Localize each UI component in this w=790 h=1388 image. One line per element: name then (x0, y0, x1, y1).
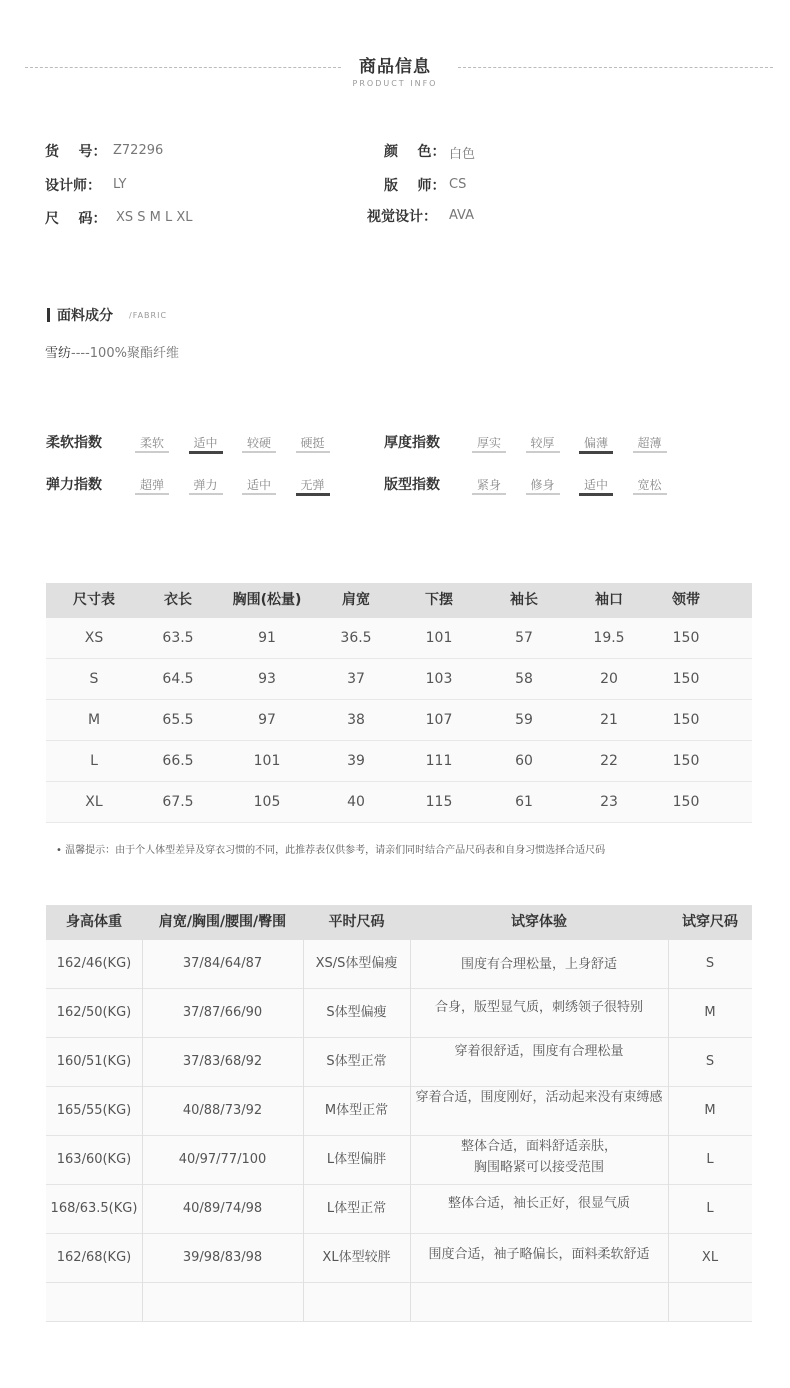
tryon-experience-line: 合身，版型显气质，刺绣领子很特别 (434, 1000, 643, 1015)
size-table-header-cell: 衣长 (164, 592, 192, 608)
thickness-option-underline (579, 451, 613, 454)
fabric-title-en: /FABRIC (129, 311, 168, 320)
size-table-cell: 57 (515, 630, 533, 646)
size-table-cell: 66.5 (162, 753, 194, 769)
size-table-cell: 101 (253, 753, 281, 769)
fabric-title-bar (47, 308, 50, 322)
fit-option-underline (579, 493, 613, 496)
size-table-row (46, 782, 752, 823)
pattern-maker-value: CS (449, 177, 467, 192)
tryon-table-row (46, 1185, 752, 1234)
tryon-table-cell: 40/88/73/92 (182, 1103, 263, 1118)
tryon-table-row (46, 1038, 752, 1087)
thickness-option[interactable]: 超薄 (637, 436, 662, 450)
thickness-option[interactable]: 厚实 (476, 436, 501, 450)
tryon-experience-line: 整体合适，袖长正好，很显气质 (447, 1196, 630, 1211)
size-table-cell: 22 (600, 753, 618, 769)
softness-index-label: 柔软指数 (46, 435, 102, 451)
tryon-experience-cell (410, 1193, 668, 1214)
size-table-cell: 101 (425, 630, 453, 646)
size-table-cell: 21 (600, 712, 618, 728)
tryon-experience-cell (410, 997, 668, 1018)
tryon-table-cell: 40/89/74/98 (182, 1201, 263, 1216)
designer-value: LY (113, 177, 127, 192)
tryon-experience-line: 胸围略紧可以接受范围 (473, 1160, 604, 1175)
tryon-experience-cell (410, 1244, 668, 1265)
tryon-table-header-cell: 试穿体验 (511, 914, 567, 930)
softness-option[interactable]: 硬挺 (300, 436, 325, 450)
elasticity-option[interactable]: 超弹 (139, 478, 164, 492)
size-table-cell: 111 (425, 753, 453, 769)
tryon-table-header-cell: 身高体重 (66, 914, 122, 930)
visual-design-label: 视觉设计： (367, 209, 437, 225)
size-table-cell: 107 (425, 712, 453, 728)
size-table-cell: L (90, 753, 98, 769)
tryon-table-header-cell: 平时尺码 (328, 914, 385, 930)
tryon-table-cell: 162/50(KG) (56, 1005, 132, 1020)
tryon-table-row (46, 1234, 752, 1283)
softness-option-underline (242, 451, 276, 453)
thickness-option-underline (633, 451, 667, 453)
tryon-column-divider (142, 940, 143, 1321)
size-table-cell: 64.5 (162, 671, 194, 687)
fit-option[interactable]: 适中 (583, 478, 608, 492)
tryon-table-header-cell: 肩宽/胸围/腰围/臀围 (158, 914, 287, 930)
size-table-cell: 23 (600, 794, 618, 810)
tryon-table-cell: S体型正常 (326, 1054, 387, 1069)
size-table-row (46, 700, 752, 741)
size-table-cell: 91 (258, 630, 276, 646)
tryon-table-cell: L (706, 1152, 714, 1167)
size-table-cell: 67.5 (162, 794, 194, 810)
tryon-table-cell: 37/87/66/90 (182, 1005, 263, 1020)
softness-option-underline (296, 451, 330, 453)
fit-index-label: 版型指数 (384, 477, 440, 493)
elasticity-option-underline (242, 493, 276, 495)
size-table-cell: 20 (600, 671, 618, 687)
tryon-table-cell: 160/51(KG) (56, 1054, 132, 1069)
fabric-title: 面料成分 (57, 308, 113, 324)
tryon-table-row (46, 1136, 752, 1185)
tryon-table-cell: S (705, 1054, 715, 1069)
tip-text: • 温馨提示：由于个人体型差异及穿衣习惯的不同，此推荐表仅供参考，请亲们同时结合产品尺码表和自身习惯选择合适尺码 (56, 845, 606, 856)
size-table-cell: 38 (347, 712, 365, 728)
size-table-cell: 60 (515, 753, 533, 769)
size-table-header-cell: 袖口 (595, 592, 623, 608)
tryon-experience-cell (410, 954, 668, 975)
tryon-table-cell: S (705, 956, 715, 971)
fit-option[interactable]: 紧身 (476, 478, 501, 492)
thickness-option-underline (526, 451, 560, 453)
tryon-table-cell: L体型正常 (326, 1201, 387, 1216)
tryon-experience-line: 穿着很舒适，围度有合理松量 (454, 1044, 624, 1059)
size-table-cell: 36.5 (340, 630, 372, 646)
tryon-table (46, 905, 752, 1322)
size-table-cell: 39 (347, 753, 365, 769)
tryon-table-row (46, 989, 752, 1038)
size-table (46, 583, 752, 823)
tryon-table-cell: L (706, 1201, 714, 1216)
page-subtitle: PRODUCT INFO (352, 79, 438, 88)
softness-option[interactable]: 较硬 (246, 436, 271, 450)
tryon-table-cell: M体型正常 (324, 1103, 389, 1118)
fit-option-underline (633, 493, 667, 495)
fit-option[interactable]: 修身 (530, 478, 555, 492)
item-no-value: Z72296 (113, 143, 164, 158)
tryon-table-cell: 37/84/64/87 (182, 956, 263, 971)
size-table-cell: 105 (253, 794, 281, 810)
size-table-cell: 150 (672, 712, 700, 728)
softness-option-underline (135, 451, 169, 453)
size-table-header-cell: 尺寸表 (73, 592, 115, 608)
tryon-experience-line: 整体合适，面料舒适亲肤， (460, 1139, 617, 1154)
fit-option-underline (526, 493, 560, 495)
softness-option[interactable]: 柔软 (139, 436, 164, 450)
tryon-table-cell: XL (701, 1250, 719, 1265)
size-table-cell: 115 (425, 794, 453, 810)
tryon-experience-line: 穿着合适，围度刚好，活动起来没有束缚感 (415, 1090, 663, 1105)
page-title: 商品信息 (359, 57, 431, 77)
size-table-cell: S (89, 671, 99, 687)
size-table-cell: 150 (672, 794, 700, 810)
fabric-composition (45, 342, 179, 361)
size-table-cell: 150 (672, 753, 700, 769)
size-table-header (46, 583, 752, 618)
tryon-column-divider (410, 940, 411, 1321)
tryon-table-cell: L体型偏胖 (326, 1152, 387, 1167)
size-table-header-cell: 肩宽 (342, 592, 370, 608)
elasticity-option[interactable]: 适中 (246, 478, 271, 492)
size-table-cell: 63.5 (162, 630, 194, 646)
elasticity-option-underline (135, 493, 169, 495)
tryon-table-empty-row (46, 1283, 752, 1322)
tryon-experience-line: 围度有合理松量，上身舒适 (460, 957, 617, 972)
size-table-header-cell: 下摆 (425, 592, 453, 608)
tryon-experience-cell (410, 1087, 668, 1108)
size-table-cell: XS (84, 630, 104, 646)
color-value: 白色 (449, 147, 476, 162)
size-table-cell: 37 (347, 671, 365, 687)
tryon-table-cell: XS/S体型偏瘦 (315, 956, 398, 971)
size-table-cell: XL (85, 794, 103, 810)
softness-option-underline (189, 451, 223, 454)
fabric-percent: ----100%聚酯纤维 (71, 346, 179, 361)
size-table-header-cell: 领带 (672, 592, 700, 608)
size-table-header-cell: 胸围(松量) (232, 592, 302, 608)
thickness-index-label: 厚度指数 (384, 435, 440, 451)
size-table-cell: 59 (515, 712, 533, 728)
size-table-cell: M (87, 712, 101, 728)
size-table-cell: 103 (425, 671, 453, 687)
thickness-option[interactable]: 较厚 (530, 436, 555, 450)
tryon-column-divider (668, 940, 669, 1321)
color-label: 颜 色： (384, 144, 446, 160)
tryon-table-cell: 163/60(KG) (56, 1152, 132, 1167)
tryon-table-cell: 162/68(KG) (56, 1250, 132, 1265)
tryon-table-row (46, 1087, 752, 1136)
tryon-experience-line: 围度合适，袖子略偏长，面料柔软舒适 (428, 1247, 650, 1262)
size-table-cell: 150 (672, 671, 700, 687)
size-table-row (46, 741, 752, 782)
tryon-table-cell: 168/63.5(KG) (50, 1201, 138, 1216)
tryon-table-cell: 40/97/77/100 (178, 1152, 267, 1167)
elasticity-option[interactable]: 弹力 (193, 478, 218, 492)
elasticity-index-label: 弹力指数 (46, 477, 102, 493)
thickness-option-underline (472, 451, 506, 453)
tryon-table-cell: 162/46(KG) (56, 956, 132, 971)
tryon-experience-cell (410, 1136, 668, 1178)
tryon-table-cell: 39/98/83/98 (182, 1250, 263, 1265)
size-table-cell: 65.5 (162, 712, 194, 728)
pattern-maker-label: 版 师： (384, 178, 446, 194)
tryon-experience-cell (410, 1041, 668, 1062)
fit-option-underline (472, 493, 506, 495)
elasticity-option[interactable]: 无弹 (300, 478, 325, 492)
size-table-row (46, 659, 752, 700)
size-table-cell: 61 (515, 794, 533, 810)
tryon-table-cell: S体型偏瘦 (326, 1005, 387, 1020)
size-table-cell: 93 (258, 671, 276, 687)
tryon-table-header (46, 905, 752, 940)
size-label: 尺 码： (45, 211, 107, 227)
size-table-row (46, 618, 752, 659)
fabric-name: 雪纺 (45, 346, 72, 361)
size-table-cell: 97 (258, 712, 276, 728)
tryon-table-cell: XL体型较胖 (322, 1250, 391, 1265)
size-table-cell: 150 (672, 630, 700, 646)
tryon-table-row (46, 940, 752, 989)
tryon-table-header-cell: 试穿尺码 (682, 914, 738, 930)
size-value: XS S M L XL (116, 210, 193, 225)
tryon-column-divider (303, 940, 304, 1321)
elasticity-option-underline (296, 493, 330, 496)
tryon-table-cell: M (704, 1005, 716, 1020)
tryon-table-cell: 37/83/68/92 (182, 1054, 263, 1069)
item-no-label: 货 号： (45, 144, 107, 160)
designer-label: 设计师： (45, 178, 101, 194)
size-table-cell: 40 (347, 794, 365, 810)
softness-option[interactable]: 适中 (193, 436, 218, 450)
tryon-table-cell: 165/55(KG) (56, 1103, 132, 1118)
size-table-cell: 58 (515, 671, 533, 687)
fit-option[interactable]: 宽松 (637, 478, 662, 492)
thickness-option[interactable]: 偏薄 (583, 436, 608, 450)
size-table-header-cell: 袖长 (510, 592, 538, 608)
visual-design-value: AVA (449, 208, 475, 223)
elasticity-option-underline (189, 493, 223, 495)
size-table-cell: 19.5 (593, 630, 625, 646)
tryon-table-cell: M (704, 1103, 716, 1118)
